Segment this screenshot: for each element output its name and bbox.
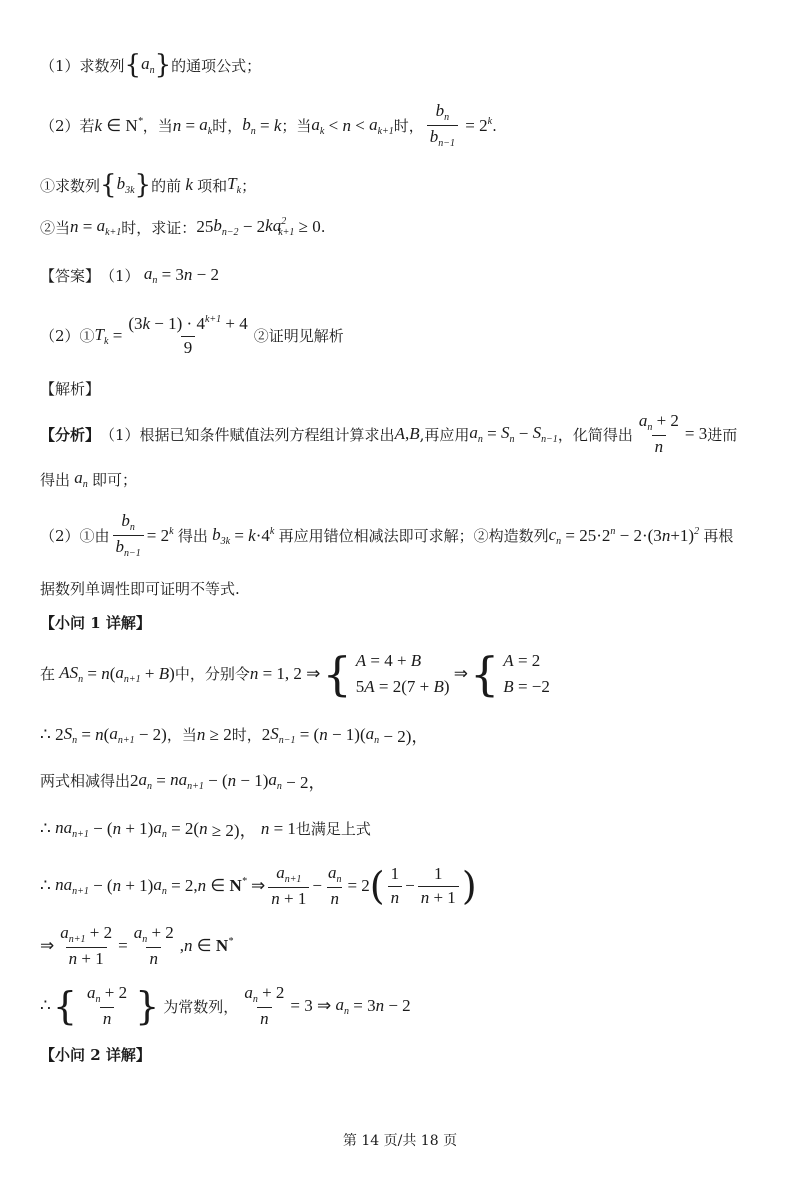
answer-2: （2）① $T_k$ = $\frac{(3k - 1) \cdot 4^{k+1} + 4}{9}$ ②证明见解析 — [40, 314, 344, 357]
analysis-label: 【解析】 — [40, 380, 101, 398]
detail-1-line-2: ∴ 2 $S_n$ = n ( $a_{n+1}$ − 2) ，当 n ≥ 2 时， 2 $S_{n-1}$ = ( n − 1)( $a_n$ − 2)， — [40, 723, 429, 746]
answer-1: 【答案】 （1） $a_n$ = 3 n − 2 — [40, 264, 219, 286]
detail-1-line-6: ⇒ $\frac{a_{n+1} + 2}{n + 1}$ = $\frac{a_n + 2}{n}$ , n ∈ N* — [40, 923, 234, 968]
detail-1-line-3: 两式相减得出 2 $a_n$ = $na_{n+1}$ − ( n − 1) $a_n$ − 2， — [40, 769, 326, 792]
question-2-sub-1: ①求数列 { $b_{3k}$ } 的前 k 项和 $T_k$ ； — [40, 170, 257, 200]
question-1: （1）求数列 { $a_n$ } 的通项公式； — [40, 50, 262, 80]
detail-1-label: 【小问 1 详解】 — [40, 614, 151, 632]
detail-2-label: 【小问 2 详解】 — [40, 1046, 151, 1064]
detail-1-line-4: ∴ $na_{n+1}$ − ( n + 1) $a_n$ = 2( n ≥ 2)， n = 1 也满足上式 — [40, 817, 371, 840]
analysis-paragraph-4: 据数列单调性即可证明不等式. — [40, 580, 240, 598]
answer-label: 【答案】 — [40, 266, 101, 285]
analysis-paragraph-3: （2）①由 $\frac{b_n}{b_{n-1}}$ = $2^k$ 得出 $b_{3k}$ = k $\cdot 4^k$ 再应用错位相减法即可求解；②构造数列 $c_n$ = $25\cdot 2^n - 2\cdot(3n+1)^2$ 再根 — [40, 511, 734, 559]
page-footer: 第 14 页/共 18 页 — [342, 1133, 458, 1149]
analysis-paragraph-2: 得出 $a_n$ 即可； — [40, 468, 138, 490]
detail-1-line-7: ∴ { $\frac{a_n + 2}{n}$ } 为常数列， $\frac{a_n + 2}{n}$ = 3 ⇒ $a_n$ = 3 n − 2 — [40, 983, 411, 1029]
question-2: （2）若 k ∈ N* ，当 n = $a_k$ 时， $b_n$ = k ；当 $a_k$ < n < $a_{k+1}$ 时， $\frac{b_n}{b_{n-1}}$ = $2^k$ . — [40, 101, 497, 149]
question-2-sub-2: ②当 n = $a_{k+1}$ 时，求证： 25 $b_{n-2}$ − 2 $ka^2_{k+1}$ ≥ 0 . — [40, 216, 326, 238]
detail-1-line-5: ∴ $na_{n+1}$ − ( n + 1) $a_n$ = 2, n ∈ N* ⇒ $\frac{a_{n+1}}{n + 1}$ − $\frac{a_n}{n}$ = 2 ( $\frac{1}{n}$ − $\frac{1}{n + 1}$ ) — [40, 863, 477, 909]
detail-1-line-1: 在 $AS_n$ = n ( $a_{n+1}$ + B ) 中，分别令 n = 1, 2 ⇒ { A = 4 + B 5A = 2(7 + B) ⇒ { A = 2 B = −2 — [40, 646, 550, 701]
analysis-paragraph-1: 【分析】 （1）根据已知条件赋值法列方程组计算求出 A , B ,再应用 $a_n$ = $S_n$ − $S_{n-1}$ ，化简得出 $\frac{a_n + 2}{n}$ = 3 进而 — [40, 411, 738, 456]
